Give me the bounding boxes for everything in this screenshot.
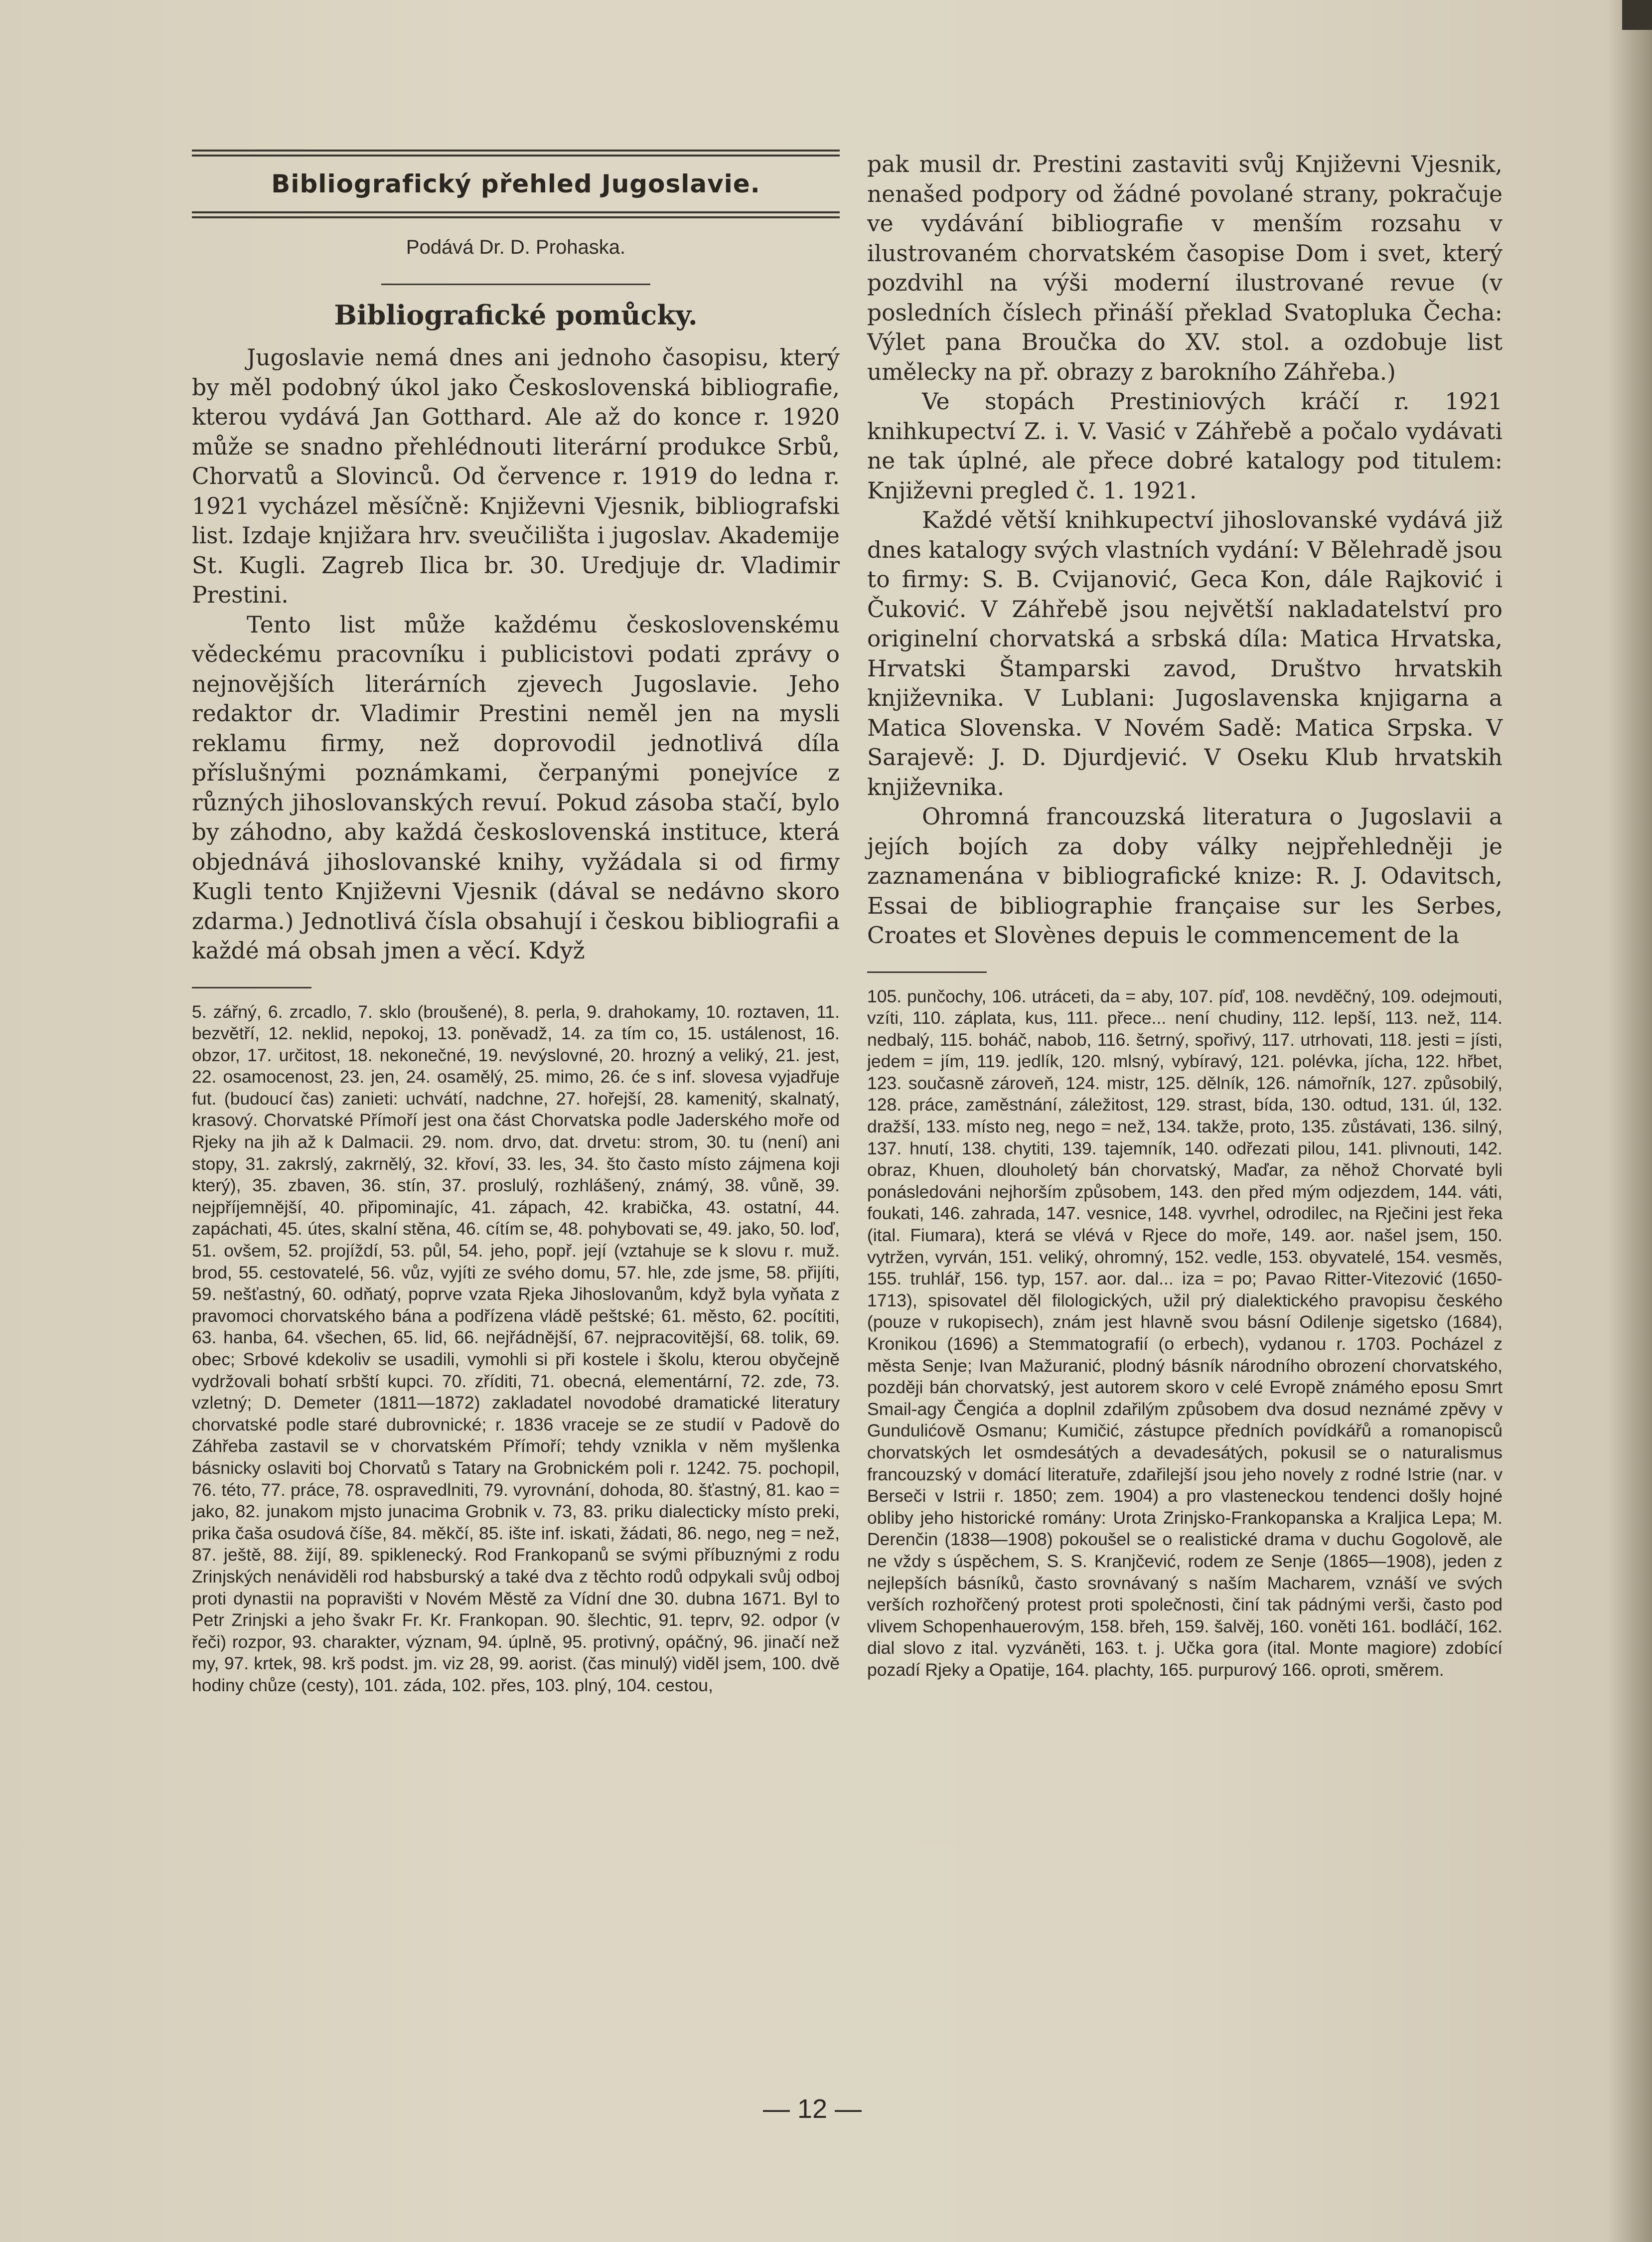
header-rule-bottom [192, 211, 840, 218]
right-column [867, 150, 1502, 1681]
left-paragraph: Jugoslavie nemá dnes ani jednoho časopisu, který by měl podobný úkol jako Československá bibliografie, kterou vydává Jan Gotthard. Ale až do konce r. 1920 může se snadno přehlédnouti literární produkce Srbů, Chorvatů a Slovinců. Od července r. 1919 do ledna r. 1921 vycházel měsíčně: Književni Vjesnik, bibliografski list. Izdaje knjižara hrv. sveučilišta i jugoslav. Akademije St. Kugli. Zagreb Ilica br. 30. Uredjuje dr. Vladimir Prestini. [192, 344, 840, 608]
left-column [192, 150, 840, 1697]
right-body [867, 150, 1502, 951]
right-paragraph: pak musil dr. Prestini zastaviti svůj Književni Vjesnik, nenašed podpory od žádné povolané strany, pokračuje ve vydávání bibliografie v menším rozsahu v ilustrovaném chorvatském časopise Dom i svet, který pozdvihl na výši moderní ilustrované revue (v posledních číslech přináší překlad Svatopluka Čecha: Výlet pana Broučka do XV. stol. a ozdobuje list umělecky na př. obrazy z barokního Záhřeba.) [867, 151, 1502, 385]
corner-mark [1622, 0, 1652, 30]
right-paragraph: Každé větší knihkupectví jihoslovanské vydává již dnes katalogy svých vlastních vydání: V Bělehradě jsou to firmy: S. B. Cvijanović, Geca Kon, dále Rajković i Čuković. V Záhřebě jsou největší nakladatelství pro originelní chorvatská a srbská díla: Matica Hrvatska, Hrvatski Štamparski zavod, Društvo hrvatskih književnika. V Lublani: Jugoslavenska knjigarna a Matica Slovenska. V Novém Sadě: Matica Srpska. V Sarajevě: J. D. Djurdjević. V Oseku Klub hrvatskih književnika. [867, 507, 1502, 801]
right-paragraph: Ohromná francouzská literatura o Jugoslavii a jejích bojích za doby války nejpřehledněji je zaznamenána v bibliografické knize: R. J. Odavitsch, Essai de bibliographie française sur les Serbes, Croates et Slovènes depuis le commencement de la [867, 803, 1502, 949]
footnote-rule [192, 987, 311, 988]
right-notes: 105. punčochy, 106. utráceti, da = aby, 107. píď, 108. nevděčný, 109. odejmouti, vzíti, 110. záplata, kus, 111. přece... není chudiny, 112. lepší, 113. než, 114. nedbalý, 115. boháč, nabob, 116. šetrný, spořivý, 117. utrhovati, 118. jesti = jísti, jedem = jím, 119. jedlík, 120. mlsný, vybíravý, 121. polévka, jícha, 122. hřbet, 123. současně zároveň, 124. mistr, 125. dělník, 126. námořník, 127. způsobilý, 128. práce, zaměstnání, záležitost, 129. strast, bída, 130. odtud, 131. úl, 132. dražší, 133. místo neg, nego = než, 134. takže, proto, 135. zůstávati, 136. silný, 137. hnutí, 138. chytiti, 139. tajemník, 140. odřezati pilou, 141. plivnouti, 142. obraz, Khuen, dlouholetý bán chorvatský, Maďar, za něhož Chorvaté byli ponásledováni nejhorším způsobem, 143. den před mým odjezdem, 144. váti, foukati, 146. zahrada, 147. vesnice, 148. vyvrhel, odrodilec, na Rječini jest řeka (ital. Fiumara), která se vlévá v Rjece do moře, 149. aor. našel jsem, 150. vytržen, vyrván, 151. veliký, ohromný, 152. vedle, 153. obyvatelé, 154. vesměs, 155. truhlář, 156. typ, 157. aor. dal... iza = po; Pavao Ritter-Vitezović (1650-1713), spisovatel děl filologických, užil prý dialektického pravopisu českého (pouze v rukopisech), znám jest hlavně svou básní Odilenje sigetsko (1684), Kronikou (1696) a Stemmatografií (o erbech), vydanou r. 1703. Pocházel z města Senje; Ivan Mažuranić, plodný básník národního obrození chorvatského, později bán chorvatský, jest autorem skoro v celé Evropě známého eposu Smrt Smail-agy Čengića a doplnil zdařilým způsobem dva dosud neznámé zpěvy v Gundulićově Osmanu; Kumičić, zástupce předních povídkářů a romanopisců chorvatských let osmdesátých a devadesátých, pokusil se o naturalismus francouzský v domácí literatuře, zdařilejší jsou jeho novely z rodné Istrie (nar. v Berseči v Istrii r. 1850; zem. 1904) a pro vlasteneckou tendenci došly hojné obliby jeho historické romány: Urota Zrinjsko-Frankopanska a Kraljica Lepa; M. Derenčin (1838—1908) pokoušel se o realistické drama v duchu Gogolově, ale ne vždy s úspěchem, S. S. Kranjčević, rodem ze Senje (1865—1908), jeden z nejlepších básníků, často srovnávaný s naším Macharem, vznáší ve svých verších rozhořčený protest proti společnosti, činí tak pádnými verši, často pod vlivem Schopenhauerovým, 158. břeh, 159. šalvěj, 160. voněti 161. bodláčí, 162. dial slovo z ital. vyzváněti, 163. t. j. Učka gora (ital. Monte magiore) zdobící pozadí Rjeky a Opatije, 164. plachty, 165. purpurový 166. oproti, směrem. [867, 986, 1502, 1680]
left-paragraph: Tento list může každému československému vědeckému pracovníku i publicistovi podati zprávy o nejnovějších literárních zjevech Jugoslavie. Jeho redaktor dr. Vladimir Prestini neměl jen na mysli reklamu firmy, než doprovodil jednotlivá díla příslušnými poznámkami, čerpanými ponejvíce z různých jihoslovanských revuí. Pokud zásoba stačí, bylo by záhodno, aby každá československá instituce, která objednává jihoslovanské knihy, vyžádala si od firmy Kugli tento Književni Vjesnik (dával se nedávno skoro zdarma.) Jednotlivá čísla obsahují i českou bibliografii a každé má obsah jmen a věcí. Když [192, 611, 840, 964]
footnote-rule [867, 971, 987, 973]
byline: Podává Dr. D. Prohaska. [406, 236, 626, 258]
left-notes: 5. zářný, 6. zrcadlo, 7. sklo (broušené), 8. perla, 9. drahokamy, 10. roztaven, 11. bezvětří, 12. neklid, nepokoj, 13. poněvadž, 14. za tím co, 15. ustálenost, 16. obzor, 17. určitost, 18. nekonečné, 19. nevýslovné, 20. hrozný a veliký, 21. jest, 22. osamocenost, 23. jen, 24. osamělý, 25. mimo, 26. će s inf. slovesa vyjadřuje fut. (budoucí čas) zanieti: uchvátí, nadchne, 27. hořejší, 28. kamenitý, skalnatý, krasový. Chorvatské Přímoří jest ona část Chorvatska podle Jaderského moře od Rjeky na jih až k Dalmacii. 29. nom. drvo, dat. drvetu: strom, 30. tu (není) ani stopy, 31. zakrslý, zakrnělý, 32. křoví, 33. les, 34. što často místo zájmena koji který), 35. zbaven, 36. stín, 37. proslulý, rozhlášený, známý, 38. vůně, 39. nejpříjemnější, 40. připominajíc, 41. zápach, 42. krabička, 43. ostatní, 44. zapáchati, 45. útes, skalní stěna, 46. cítím se, 48. pohybovati se, 49. jako, 50. loď, 51. ovšem, 52. projíždí, 53. půl, 54. jeho, popř. její (vztahuje se k slovu r. muž. brod, 55. cestovatelé, 56. vůz, vyjíti ze svého domu, 57. hle, zde jsme, 58. přijíti, 59. nešťastný, 60. odňatý, poprve vzata Rjeka Jihoslovanům, když byla vyňata z pravomoci chorvatského bána a podřízena vládě peštské; 61. město, 62. pocítiti, 63. hanba, 64. všechen, 65. lid, 66. nejřádnější, 67. nejpracovitější, 68. tolik, 69. obec; Srbové kdekoliv se usadili, vymohli si při kostele i školu, kterou obyčejně vydržovali bohatí srbští kupci. 70. zříditi, 71. obecná, elementární, 72. zde, 73. vzletný; D. Demeter (1811—1872) zakladatel novodobé dramatické literatury chorvatské podle staré dubrovnické; r. 1836 vraceje se ze studií v Padově do Záhřeba zastavil se v chorvatském Přímoří; tehdy vznikla v něm myšlenka básnicky oslaviti boj Chorvatů s Tatary na Grobnickém poli r. 1242. 75. pochopil, 76. této, 77. práce, 78. ospravedlniti, 79. vyrovnání, dohoda, 80. šťastný, 81. kao = jako, 82. junakom mjsto junacima Grobnik v. 73, 83. priku dialecticky místo preki, prika čaša osudová číše, 84. měkčí, 85. ište inf. iskati, žádati, 86. nego, neg = než, 87. ještě, 88. žijí, 89. spiklenecký. Rod Frankopanů se svými příbuznými z rodu Zrinjských nenáviděli rod habsburský a také dva z těchto rodů odpykali svůj odboj proti dynastii na popravišti v Novém Městě za Vídní dne 30. dubna 1671. Byl to Petr Zrinjski a jeho švakr Fr. Kr. Frankopan. 90. šlechtic, 91. teprv, 92. odpor (v řeči) rozpor, 93. charakter, význam, 94. úplně, 95. protivný, opáčný, 96. jinačí než my, 97. krtek, 98. krš podst. jm. viz 28, 99. aorist. (čas minulý) viděl jsem, 100. dvě hodiny chůze (cesty), 101. záda, 102. přes, 103. plný, 104. cestou, [192, 1001, 840, 1695]
section-title: Bibliografické pomůcky. [334, 299, 698, 331]
left-body [192, 343, 840, 966]
page-edge-shadow [1607, 0, 1652, 2242]
page-number: — 12 — [762, 2094, 862, 2124]
page-title: Bibliografický přehled Jugoslavie. [271, 169, 760, 198]
right-paragraph: Ve stopách Prestiniových kráčí r. 1921 knihkupectví Z. i. V. Vasić v Záhřebě a počalo vydávati ne tak úplné, ale přece dobré katalogy pod titulem: Književni pregled č. 1. 1921. [867, 388, 1502, 504]
section-rule [381, 284, 650, 285]
header-rule-top [192, 150, 840, 157]
